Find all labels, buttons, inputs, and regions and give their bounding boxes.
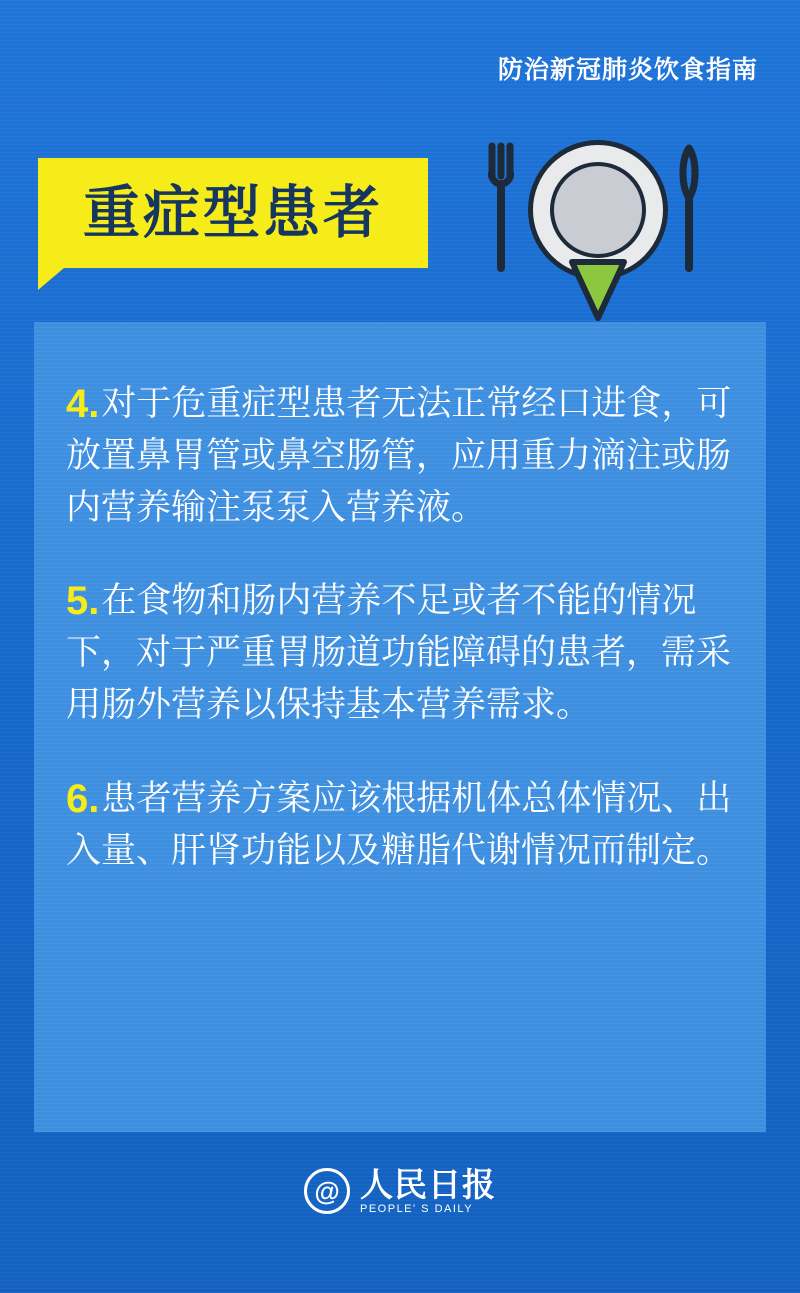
plate-inner-icon <box>550 162 646 258</box>
list-item-text: 对于危重症型患者无法正常经口进食，可放置鼻胃管或鼻空肠管，应用重力滴注或肠内营养输注泵泵入营养液。 <box>66 384 732 527</box>
logo-name-cn: 人民日报 <box>360 1166 496 1203</box>
location-pin-icon <box>566 256 630 326</box>
fork-icon <box>488 142 514 272</box>
list-item-paragraph <box>66 575 732 730</box>
list-item-text: 患者营养方案应该根据机体总体情况、出入量、肝肾功能以及糖脂代谢情况而制定。 <box>66 778 732 870</box>
page-title: 防治新冠肺炎饮食指南 <box>497 56 758 84</box>
list-item <box>66 575 732 730</box>
knife-icon <box>678 142 700 272</box>
list-item-number: 4. <box>66 382 100 426</box>
list-item-number: 6. <box>66 776 100 821</box>
banner-label: 重症型患者 <box>83 180 383 245</box>
footer-logo <box>0 1168 800 1215</box>
logo-text <box>360 1168 496 1215</box>
meal-illustration <box>470 130 730 335</box>
content-card <box>34 322 766 1132</box>
list-item-text: 在食物和肠内营养不足或者不能的情况下，对于严重胃肠道功能障碍的患者，需采用肠外营养以保持基本营养需求。 <box>66 581 732 724</box>
section-banner <box>38 158 428 268</box>
at-sign-icon: @ <box>304 1168 350 1214</box>
list-item-paragraph <box>66 378 732 533</box>
banner-notch <box>38 268 64 290</box>
logo-name-en: PEOPLE' S DAILY <box>360 1202 474 1215</box>
list-item-paragraph <box>66 773 732 877</box>
list-item <box>66 773 732 877</box>
list-item-number: 5. <box>66 579 100 624</box>
advice-list <box>34 322 766 876</box>
list-item <box>66 378 732 533</box>
